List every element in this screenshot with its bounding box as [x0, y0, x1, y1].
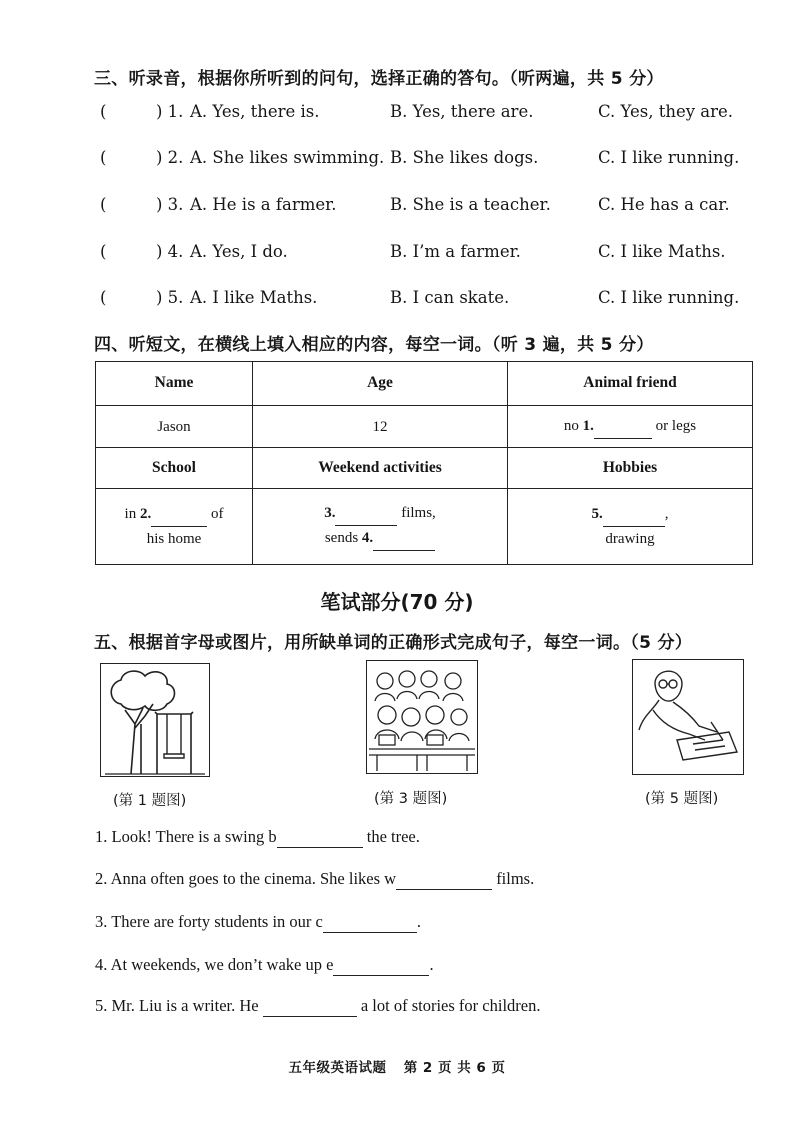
blank-5[interactable]	[603, 502, 665, 527]
blank-number: 2.	[139, 505, 152, 522]
option-c: C. Yes, they are.	[598, 102, 734, 121]
header-weekend-activities: Weekend activities	[253, 448, 508, 488]
answer-paren-open[interactable]: (	[100, 148, 107, 167]
sentence-text: 2. Anna often goes to the cinema. She likes w	[95, 869, 397, 888]
option-a: A. Yes, there is.	[190, 102, 320, 121]
text: sends	[324, 530, 359, 547]
answer-blank[interactable]	[277, 827, 363, 848]
header-hobbies: Hobbies	[508, 448, 753, 488]
cell-age: 12	[253, 406, 508, 448]
text: his home	[146, 530, 202, 547]
cell-name: Jason	[96, 406, 253, 448]
written-part-title: 笔试部分(70 分)	[320, 590, 474, 614]
answer-paren-open[interactable]: (	[100, 242, 107, 261]
writer-picture	[632, 659, 744, 775]
page-number: 第 2 页 共 6 页	[403, 1060, 506, 1076]
section4-title: 四、听短文，在横线上填入相应的内容，每空一词。（听 3 遍，共 5 分）	[94, 335, 654, 355]
sentence-text: .	[416, 912, 421, 931]
classroom-picture	[366, 660, 478, 774]
sentence-4	[95, 955, 434, 976]
text: of	[210, 505, 224, 522]
option-c: C. I like running.	[598, 148, 740, 167]
blank-number: 4.	[361, 530, 374, 547]
option-b: B. She is a teacher.	[390, 195, 551, 214]
blank-3[interactable]	[335, 501, 397, 526]
sentence-text: 5. Mr. Liu is a writer. He	[95, 996, 259, 1015]
exam-name: 五年级英语试题	[288, 1060, 387, 1076]
option-a: A. Yes, I do.	[190, 242, 288, 261]
question-row	[100, 148, 760, 176]
sentence-3	[95, 912, 421, 933]
blank-1[interactable]	[594, 414, 652, 439]
question-number: ) 1.	[156, 102, 184, 121]
sentence-text: 3. There are forty students in our c	[95, 912, 323, 931]
option-b: B. I’m a farmer.	[390, 242, 521, 261]
question-number: ) 4.	[156, 242, 184, 261]
tree-swing-icon	[101, 664, 209, 776]
question-row	[100, 195, 760, 223]
option-c: C. I like Maths.	[598, 242, 726, 261]
sentence-5	[95, 996, 540, 1017]
text: ,	[664, 505, 669, 522]
caption-picture-5: (第 5 题图)	[645, 791, 719, 807]
cell-animal-friend	[508, 406, 753, 448]
section5-title: 五、根据首字母或图片，用所缺单词的正确形式完成句子，每空一词。（5 分）	[94, 633, 693, 653]
tree-swing-picture	[100, 663, 210, 777]
blank-number: 5.	[591, 505, 603, 522]
option-b: B. I can skate.	[390, 288, 510, 307]
classroom-students-icon	[367, 661, 477, 773]
header-animal-friend: Animal friend	[508, 362, 753, 406]
answer-blank[interactable]	[263, 996, 357, 1017]
sentence-text: the tree.	[366, 827, 420, 846]
option-a: A. He is a farmer.	[190, 195, 337, 214]
blank-number: 3.	[324, 505, 336, 522]
man-writing-icon	[633, 660, 743, 774]
caption-picture-1: (第 1 题图)	[113, 793, 187, 809]
question-row	[100, 102, 760, 130]
text: films,	[401, 505, 436, 522]
option-a: A. I like Maths.	[190, 288, 318, 307]
question-number: ) 2.	[156, 148, 184, 167]
option-b: B. Yes, there are.	[390, 102, 534, 121]
question-row	[100, 242, 760, 270]
blank-2[interactable]	[151, 502, 207, 527]
sentence-text: .	[429, 955, 434, 974]
answer-blank[interactable]	[323, 912, 417, 933]
option-a: A. She likes swimming.	[190, 148, 385, 167]
option-c: C. I like running.	[598, 288, 740, 307]
sentence-text: 1. Look! There is a swing b	[95, 827, 277, 846]
sentence-text: a lot of stories for children.	[360, 996, 541, 1015]
question-number: ) 3.	[156, 195, 184, 214]
answer-blank[interactable]	[396, 869, 492, 890]
question-row	[100, 288, 760, 316]
cell-hobbies	[508, 488, 753, 564]
section3-title: 三、听录音，根据你所听到的问句，选择正确的答句。（听两遍，共 5 分）	[94, 69, 664, 89]
header-name: Name	[96, 362, 253, 406]
info-table	[95, 361, 753, 565]
cell-weekend-activities	[253, 488, 508, 564]
cell-school	[96, 488, 253, 564]
answer-paren-open[interactable]: (	[100, 102, 107, 121]
option-c: C. He has a car.	[598, 195, 730, 214]
answer-paren-open[interactable]: (	[100, 195, 107, 214]
text: in	[124, 505, 137, 522]
sentence-text: films.	[496, 869, 535, 888]
header-school: School	[96, 448, 253, 488]
question-number: ) 5.	[156, 288, 184, 307]
blank-4[interactable]	[373, 526, 435, 551]
caption-picture-3: (第 3 题图)	[374, 791, 448, 807]
sentence-2	[95, 869, 534, 890]
option-b: B. She likes dogs.	[390, 148, 539, 167]
text: no	[563, 418, 579, 435]
sentence-text: 4. At weekends, we don’t wake up e	[95, 955, 334, 974]
blank-number: 1.	[582, 418, 594, 435]
answer-paren-open[interactable]: (	[100, 288, 107, 307]
answer-blank[interactable]	[333, 955, 429, 976]
header-age: Age	[253, 362, 508, 406]
text: drawing	[605, 530, 655, 547]
text: or legs	[655, 418, 697, 435]
sentence-1	[95, 827, 420, 848]
page-footer	[0, 1056, 794, 1076]
